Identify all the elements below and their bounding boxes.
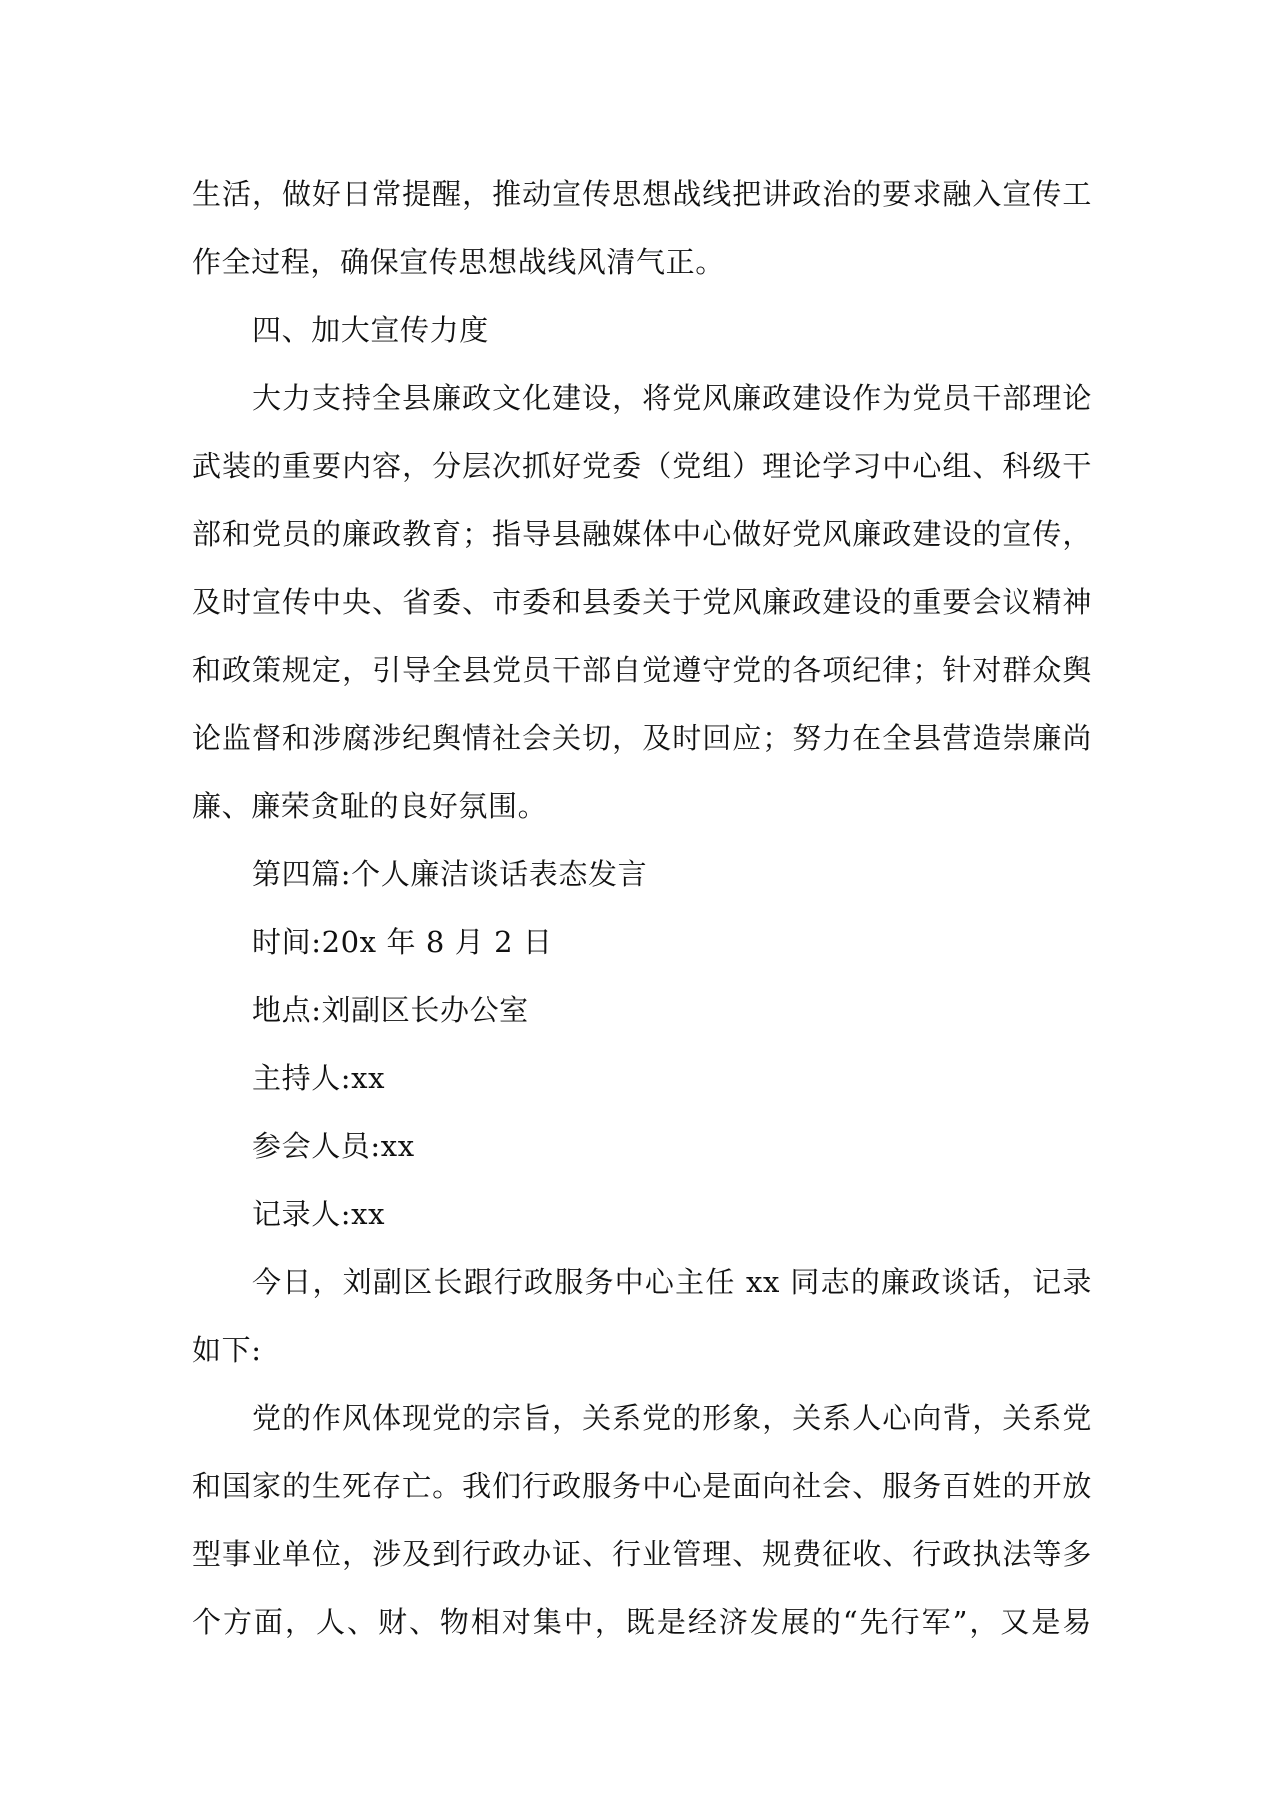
text-line: 和政策规定，引导全县党员干部自觉遵守党的各项纪律；针对群众舆 (192, 653, 1092, 687)
text-line: 论监督和涉腐涉纪舆情社会关切，及时回应；努力在全县营造崇廉尚 (192, 721, 1092, 755)
text-line: 党的作风体现党的宗旨，关系党的形象，关系人心向背，关系党 (252, 1401, 1092, 1435)
chapter-title: 第四篇:个人廉洁谈话表态发言 (252, 857, 648, 891)
document-body (192, 160, 1092, 1656)
text-line: 大力支持全县廉政文化建设，将党风廉政建设作为党员干部理论 (252, 381, 1092, 415)
meeting-attendees: 参会人员:xx (252, 1129, 415, 1163)
text-line: 及时宣传中央、省委、市委和县委关于党风廉政建设的重要会议精神 (192, 585, 1092, 619)
text-line: 型事业单位，涉及到行政办证、行业管理、规费征收、行政执法等多 (192, 1537, 1092, 1571)
text-line: 武装的重要内容，分层次抓好党委（党组）理论学习中心组、科级干 (192, 449, 1092, 483)
meeting-time: 时间:20x 年 8 月 2 日 (252, 925, 553, 959)
text-line: 今日，刘副区长跟行政服务中心主任 xx 同志的廉政谈话，记录 (252, 1265, 1092, 1299)
text-line: 作全过程，确保宣传思想战线风清气正。 (192, 245, 725, 279)
text-line: 部和党员的廉政教育；指导县融媒体中心做好党风廉政建设的宣传， (192, 517, 1092, 551)
text-line: 生活，做好日常提醒，推动宣传思想战线把讲政治的要求融入宣传工 (192, 177, 1092, 211)
meeting-recorder: 记录人:xx (252, 1197, 386, 1231)
text-line: 廉、廉荣贪耻的良好氛围。 (192, 789, 548, 823)
text-line: 和国家的生死存亡。我们行政服务中心是面向社会、服务百姓的开放 (192, 1469, 1092, 1503)
meeting-host: 主持人:xx (252, 1061, 386, 1095)
text-line: 如下: (192, 1333, 262, 1367)
section-heading: 四、加大宣传力度 (252, 313, 489, 347)
text-line: 个方面，人、财、物相对集中，既是经济发展的“先行军”，又是易 (192, 1605, 1092, 1639)
meeting-location: 地点:刘副区长办公室 (252, 993, 529, 1027)
